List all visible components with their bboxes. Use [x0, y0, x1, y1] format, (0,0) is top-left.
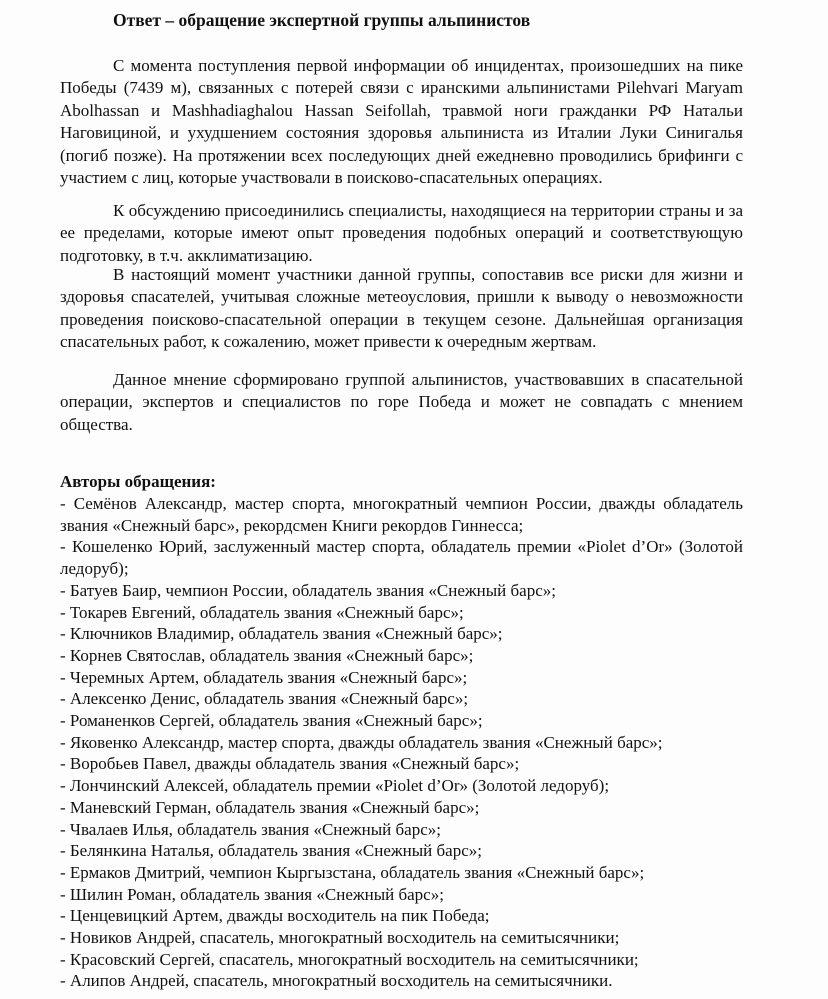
authors-heading: Авторы обращения:: [60, 472, 216, 491]
document-title: Ответ – обращение экспертной группы альпинистов: [113, 10, 531, 30]
author-item: - Алипов Андрей, спасатель, многократный восходитель на семитысячники.: [60, 971, 613, 991]
author-item: - Черемных Артем, обладатель звания «Снежный барс»;: [60, 667, 468, 687]
author-item: - Яковенко Александр, мастер спорта, дважды обладатель звания «Снежный барс»;: [60, 732, 663, 752]
author-item: - Семёнов Александр, мастер спорта, многократный чемпион России, дважды обладатель звания «Снежный барс», рекордсмен Книги рекордов Гиннесса;: [60, 494, 743, 535]
author-item: - Шилин Роман, обладатель звания «Снежный барс»;: [60, 884, 444, 904]
author-item: - Маневский Герман, обладатель звания «Снежный барс»;: [60, 797, 480, 817]
author-item: - Батуев Баир, чемпион России, обладатель звания «Снежный барс»;: [60, 580, 556, 600]
authors-list: [60, 493, 743, 992]
author-item: - Ключников Владимир, обладатель звания «Снежный барс»;: [60, 624, 503, 644]
author-item: - Белянкина Наталья, обладатель звания «Снежный барс»;: [60, 841, 482, 861]
author-item: - Воробьев Павел, дважды обладатель звания «Снежный барс»;: [60, 754, 520, 774]
author-item: - Ценцевицкий Артем, дважды восходитель на пик Победа;: [60, 906, 490, 926]
author-item: - Алексенко Денис, обладатель звания «Снежный барс»;: [60, 689, 469, 709]
paragraph-specialists: К обсуждению присоединились специалисты, находящиеся на территории страны и за ее пределами, которые имеют опыт проведения подобных операций и соответствующую подготовку, в т.ч. акклиматизацию.: [60, 201, 743, 265]
author-item: - Кошеленко Юрий, заслуженный мастер спорта, обладатель премии «Piolet d’Or» (Золотой ледоруб);: [60, 537, 743, 579]
author-item: - Чвалаев Илья, обладатель звания «Снежный барс»;: [60, 819, 441, 839]
author-item: - Красовский Сергей, спасатель, многократный восходитель на семитысячники;: [60, 949, 639, 969]
author-item: - Ермаков Дмитрий, чемпион Кыргызстана, обладатель звания «Снежный барс»;: [60, 862, 645, 882]
author-item: - Новиков Андрей, спасатель, многократный восходитель на семитысячники;: [60, 928, 620, 948]
author-item: - Токарев Евгений, обладатель звания «Снежный барс»;: [60, 602, 464, 622]
paragraph-conclusion: В настоящий момент участники данной группы, сопоставив все риски для жизни и здоровья спасателей, учитывая сложные метеоусловия, пришли к выводу о невозможности проведения поисково-спасательной операции в текущем сезоне. Дальнейшая организация спасательных работ, к сожалению, может привести к очередным жертвам.: [60, 265, 743, 352]
author-item: - Корнев Святослав, обладатель звания «Снежный барс»;: [60, 645, 474, 665]
paragraph-incidents: С момента поступления первой информации об инцидентах, произошедших на пике Победы (7439 м), связанных с потерей связи с иранскими альпинистами Pilehvari Maryam Abolhassan и Mashhadiaghalou Hassan Seifollah, травмой ноги гражданки РФ Натальи Наговициной, и ухудшением состояния здоровья альпиниста из Италии Луки Синигалья (погиб позже). На протяжении всех последующих дней ежедневно проводились брифинги с участием с лиц, которые участвовали в поисково-спасательных операциях.: [60, 56, 743, 188]
paragraph-disclaimer: Данное мнение сформировано группой альпинистов, участвовавших в спасательной операции, экспертов и специалистов по горе Победа и может не совпадать с мнением общества.: [60, 370, 743, 434]
author-item: - Лончинский Алексей, обладатель премии «Piolet d’Or» (Золотой ледоруб);: [60, 776, 610, 796]
author-item: - Романенков Сергей, обладатель звания «Снежный барс»;: [60, 711, 483, 731]
